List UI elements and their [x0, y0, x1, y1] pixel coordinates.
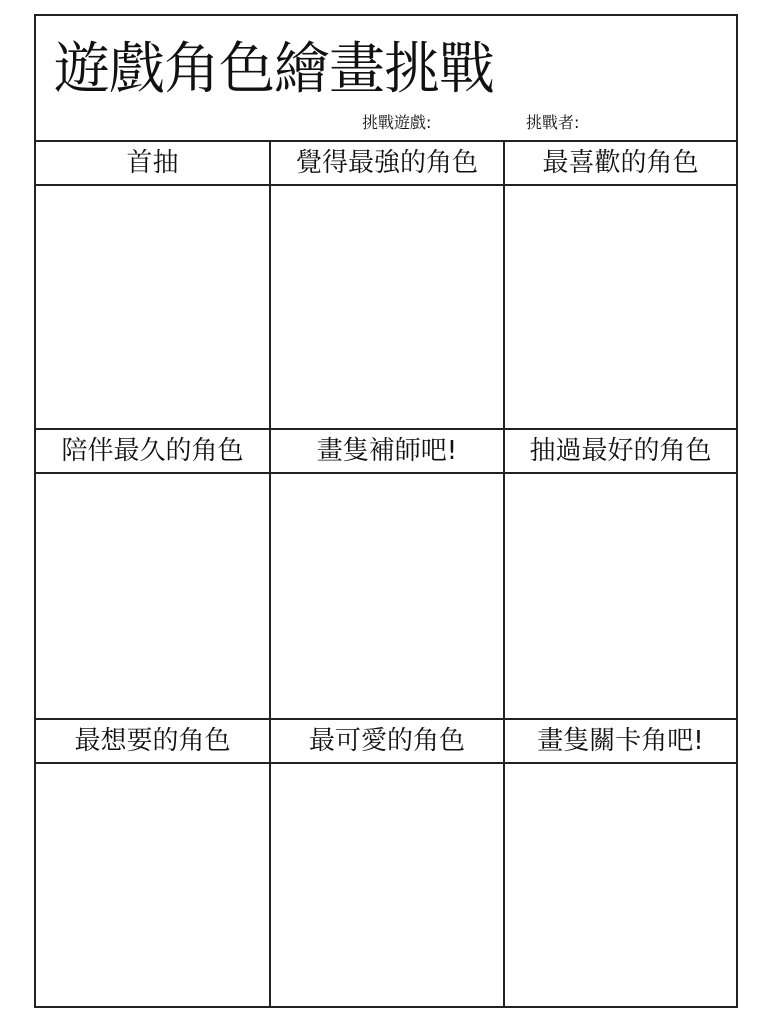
cell-label-strongest: 覺得最強的角色 — [295, 148, 478, 178]
cell-label-best-pull: 抽過最好的角色 — [529, 436, 712, 466]
drawing-area-stage-character — [505, 764, 736, 1006]
cell-label-longest-companion: 陪伴最久的角色 — [61, 436, 244, 466]
cell-label-favorite: 最喜歡的角色 — [542, 148, 699, 178]
cell-label-first-pull: 首抽 — [126, 148, 179, 178]
drawing-area-longest-companion — [36, 474, 269, 718]
challenge-sheet — [34, 14, 738, 1008]
cell-label-stage-character: 畫隻關卡角吧! — [537, 726, 704, 756]
drawing-area-best-pull — [505, 474, 736, 718]
cell-label-cutest: 最可愛的角色 — [308, 726, 465, 756]
cell-label-healer: 畫隻補師吧! — [316, 436, 458, 466]
challenger-label: 挑戰者: — [526, 113, 580, 132]
sheet-header — [36, 16, 736, 142]
page-title: 遊戲角色繪畫挑戰 — [54, 37, 494, 102]
drawing-area-most-wanted — [36, 764, 269, 1006]
drawing-area-favorite — [505, 186, 736, 428]
drawing-area-cutest — [271, 764, 503, 1006]
drawing-area-healer — [271, 474, 503, 718]
challenge-game-label: 挑戰遊戲: — [362, 113, 432, 132]
cell-label-most-wanted: 最想要的角色 — [74, 726, 231, 756]
drawing-area-strongest — [271, 186, 503, 428]
drawing-area-first-pull — [36, 186, 269, 428]
